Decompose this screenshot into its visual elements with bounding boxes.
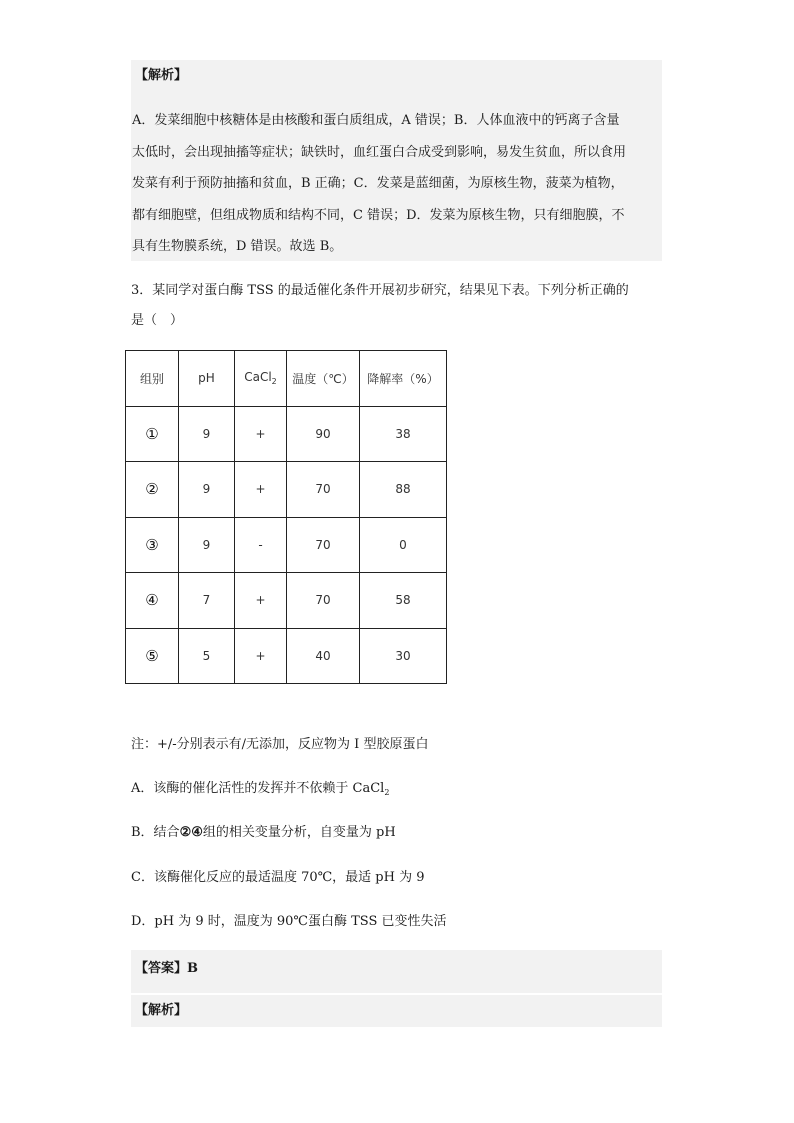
column-header-degradation-rate: 降解率（%）: [360, 351, 447, 407]
group-cell: ⑤: [126, 628, 179, 684]
analysis-block-2: [131, 995, 662, 1027]
table-row: [126, 406, 447, 462]
table-row: [126, 517, 447, 573]
analysis-heading-2: 【解析】: [135, 1003, 188, 1018]
cacl2-cell: +: [235, 462, 287, 518]
option-c: C．该酶催化反应的最适温度 70℃，最适 pH 为 9: [131, 870, 425, 885]
answer-text: 【答案】B: [135, 961, 198, 976]
ph-cell: 7: [179, 573, 235, 629]
temperature-cell: 70: [287, 517, 360, 573]
column-header-cacl2: [235, 351, 287, 407]
cacl2-cell: +: [235, 628, 287, 684]
option-b-suffix: 组的相关变量分析，自变量为 pH: [202, 825, 396, 840]
rate-cell: 0: [360, 517, 447, 573]
cacl-subscript: 2: [271, 377, 277, 387]
table-header-row: [126, 351, 447, 407]
column-header-ph: pH: [179, 351, 235, 407]
group-cell: ①: [126, 406, 179, 462]
ph-cell: 9: [179, 517, 235, 573]
table-row: [126, 628, 447, 684]
cacl2-cell: +: [235, 573, 287, 629]
rate-cell: 58: [360, 573, 447, 629]
option-a: [131, 779, 389, 803]
option-a-text: A．该酶的催化活性的发挥并不依赖于 CaCl: [131, 781, 385, 796]
cacl2-cell: -: [235, 517, 287, 573]
question-line-1: 3．某同学对蛋白酶 TSS 的最适催化条件开展初步研究，结果见下表。下列分析正确的: [131, 283, 629, 298]
temperature-cell: 90: [287, 406, 360, 462]
option-b-prefix: B．结合: [131, 825, 180, 840]
group-cell: ③: [126, 517, 179, 573]
temperature-cell: 70: [287, 573, 360, 629]
analysis-line: 都有细胞壁，但组成物质和结构不同，C 错误；D．发菜为原核生物，只有细胞膜，不: [132, 207, 625, 223]
answer-block: [131, 950, 662, 993]
cacl2-cell: +: [235, 406, 287, 462]
option-a-subscript: 2: [384, 788, 390, 797]
analysis-line: A．发菜细胞中核糖体是由核酸和蛋白质组成，A 错误；B．人体血液中的钙离子含量: [132, 113, 620, 128]
cacl-label: CaCl: [244, 370, 272, 385]
option-b-circled-numbers: ②④: [179, 825, 203, 840]
group-cell: ②: [126, 462, 179, 518]
analysis-block-1: [131, 60, 662, 261]
data-table: [125, 350, 447, 684]
column-header-group: 组别: [126, 351, 179, 407]
analysis-line: 太低时，会出现抽搐等症状；缺铁时，血红蛋白合成受到影响，易发生贫血，所以食用: [132, 144, 627, 160]
column-header-temperature: 温度（℃）: [287, 351, 360, 407]
option-d: D．pH 为 9 时，温度为 90℃蛋白酶 TSS 已变性失活: [131, 914, 447, 929]
question-line-2: 是（ ）: [131, 313, 184, 328]
group-cell: ④: [126, 573, 179, 629]
ph-cell: 5: [179, 628, 235, 684]
ph-cell: 9: [179, 462, 235, 518]
rate-cell: 30: [360, 628, 447, 684]
table-row: [126, 573, 447, 629]
table-note: 注：+/-分别表示有/无添加，反应物为 I 型胶原蛋白: [131, 737, 429, 752]
ph-cell: 9: [179, 406, 235, 462]
option-b: [131, 823, 396, 843]
rate-cell: 88: [360, 462, 447, 518]
temperature-cell: 40: [287, 628, 360, 684]
temperature-cell: 70: [287, 462, 360, 518]
analysis-line: 发菜有利于预防抽搐和贫血，B 正确；C．发菜是蓝细菌，为原核生物，菠菜为植物，: [132, 176, 624, 191]
table-row: [126, 462, 447, 518]
analysis-line: 具有生物膜系统，D 错误。故选 B。: [132, 239, 343, 254]
analysis-text: [132, 105, 626, 263]
analysis-heading: 【解析】: [135, 68, 188, 83]
rate-cell: 38: [360, 406, 447, 462]
